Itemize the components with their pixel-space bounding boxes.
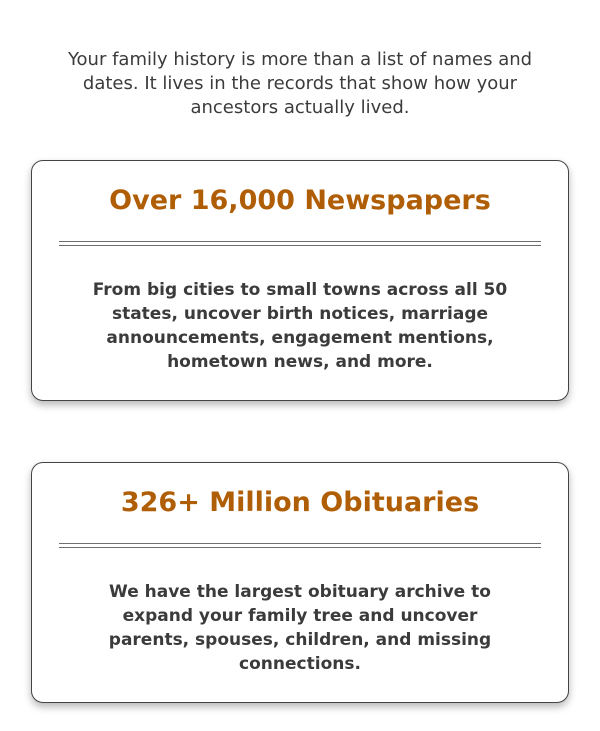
obituaries-card [31, 462, 569, 703]
obituaries-card-body: We have the largest obituary archive to expand your family tree and uncover parents, spouses, children, and missing connections. [108, 582, 492, 674]
obituaries-card-title: 326+ Million Obituaries [120, 487, 480, 518]
intro-text: Your family history is more than a list of names and dates. It lives in the records that show how your ancestors actually lived. [67, 49, 533, 118]
newspapers-card-title: Over 16,000 Newspapers [109, 185, 491, 216]
newspapers-card-body: From big cities to small towns across all 50 states, uncover birth notices, marriage announcements, engagement mentions, hometown news, and more. [92, 280, 508, 372]
card-divider [59, 543, 541, 548]
newspapers-card [31, 160, 569, 401]
card-divider [59, 241, 541, 246]
